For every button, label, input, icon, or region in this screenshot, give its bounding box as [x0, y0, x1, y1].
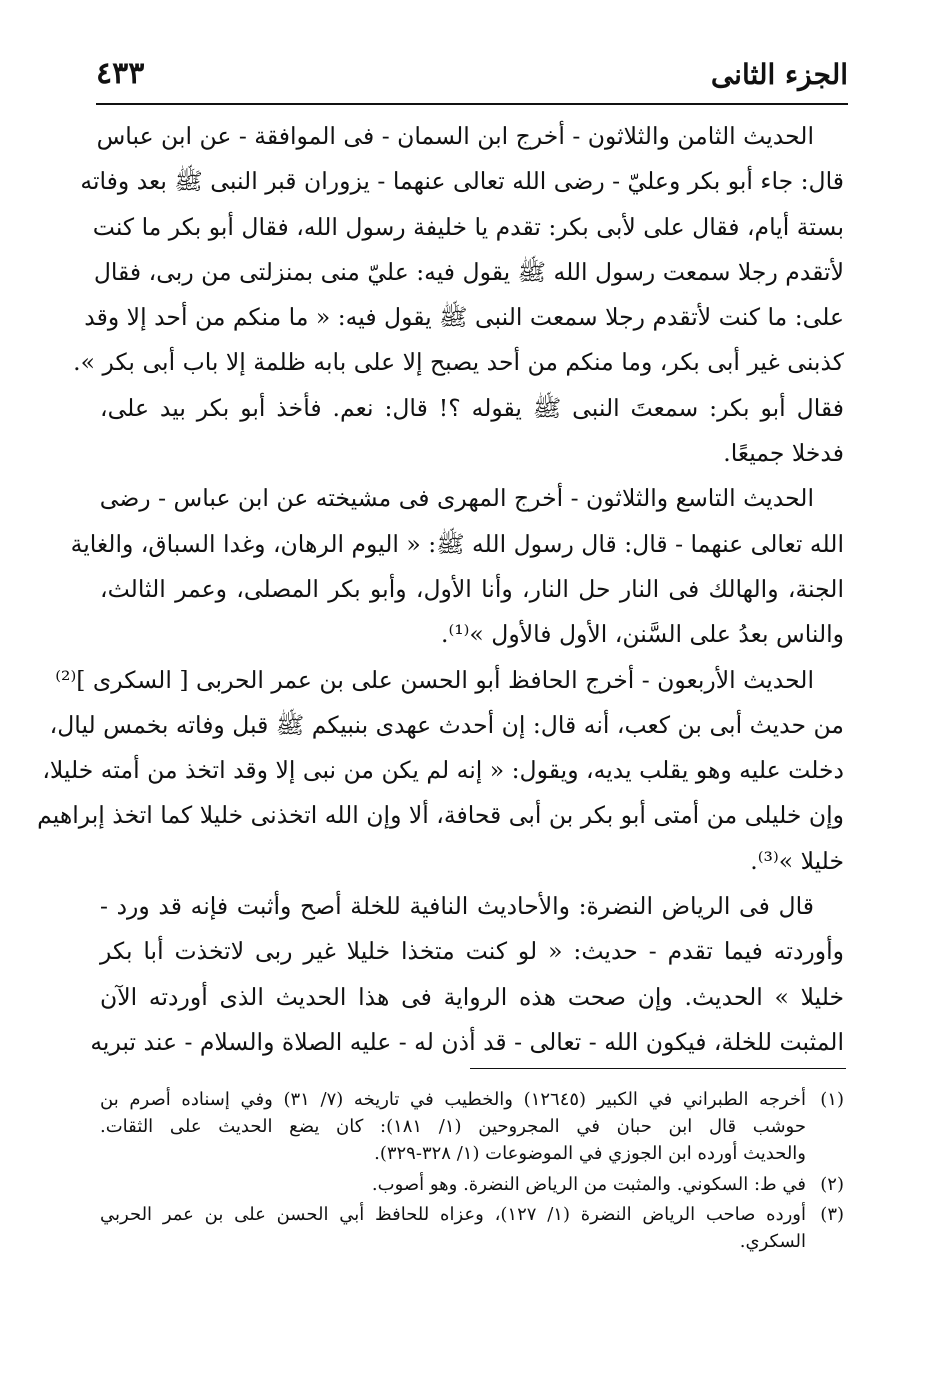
paragraph-4-line-1: قال فى الرياض النضرة: والأحاديث النافية للخلة أصح وأثبت فإنه قد ورد -	[100, 892, 814, 921]
paragraph-2-line-3: الجنة، والهالك فى النار حل النار، وأنا الأول، وأبو بكر المصلى، وعمر الثالث،	[100, 574, 844, 603]
footnote-2-line-1	[100, 1171, 844, 1198]
header-rule	[96, 103, 848, 105]
footnote-2-number: (٢)	[820, 1173, 844, 1195]
footnote-3-line-1	[100, 1201, 844, 1228]
footnote-separator	[470, 1068, 846, 1069]
running-title: الجزء الثانى	[710, 58, 848, 91]
paragraph-3-line-2: من حديث أبى بن كعب، أنه قال: إن أحدث عهدى بنبيكم ﷺ قبل وفاته بخمس ليال،	[49, 710, 844, 739]
page-number: ٤٣٣	[96, 56, 145, 91]
footnote-3-line-2: السكري.	[739, 1230, 806, 1252]
footnote-1-text-1: أخرجه الطبراني في الكبير (١٢٦٤٥) والخطيب في تاريخه (٧/ ٣١) وفي إسناده أصرم بن	[100, 1089, 806, 1110]
paragraph-2-line-1: الحديث التاسع والثلاثون - أخرج المهرى فى مشيخته عن ابن عباس - رضى	[99, 484, 814, 513]
paragraph-1-line-3: بستة أيام، فقال على لأبى بكر: تقدم يا خليفة رسول الله، فقال أبو بكر ما كنت	[92, 212, 844, 241]
paragraph-1-line-2: قال: جاء أبو بكر وعليّ - رضى الله تعالى عنهما - يزوران قبر النبى ﷺ بعد وفاته	[80, 167, 844, 196]
paragraph-3-line-5: خليلا »⁽³⁾.	[750, 846, 844, 875]
paragraph-1-line-5: على: ما كنت لأتقدم رجلا سمعت النبى ﷺ يقول فيه: « ما منكم من أحد إلا وقد	[84, 303, 844, 332]
paragraph-3-line-1: الحديث الأربعون - أخرج الحافظ أبو الحسن على بن عمر الحربى [ السكرى ]⁽²⁾	[55, 665, 814, 694]
footnote-3-number: (٣)	[820, 1203, 845, 1225]
running-header	[96, 52, 848, 102]
paragraph-1-line-7: فقال أبو بكر: سمعتَ النبى ﷺ يقوله ؟! قال: نعم. فأخذ أبو بكر بيد على،	[100, 393, 844, 422]
paragraph-4-line-2: وأوردته فيما تقدم - حديث: « لو كنت متخذا خليلا غير ربى لاتخذت أبا بكر	[100, 937, 844, 966]
paragraph-3-line-4: وإن خليلى من أمتى أبو بكر بن أبى قحافة، ألا وإن الله اتخذنى خليلا كما اتخذ إبراهيم	[37, 801, 844, 830]
footnote-1-line-3: والحديث أورده ابن الجوزي في الموضوعات (١/ ٣٢٨-٣٢٩).	[374, 1143, 806, 1165]
paragraph-4-line-3: خليلا » الحديث. وإن صحت هذه الرواية فى هذا الحديث الذى أوردته الآن	[100, 982, 844, 1011]
paragraph-1-line-4: لأتقدم رجلا سمعت رسول الله ﷺ يقول فيه: عليّ منى بمنزلتى من ربى، فقال	[93, 257, 844, 286]
main-text	[37, 114, 844, 1065]
paragraph-1-line-8: فدخلا جميعًا.	[723, 439, 844, 468]
footnote-1-line-1	[100, 1086, 844, 1113]
paragraph-4-line-4: المثبت للخلة، فيكون الله - تعالى - قد أذن له - عليه الصلاة والسلام - عند تبريه	[90, 1027, 844, 1056]
paragraph-2-line-2: الله تعالى عنهما - قال: قال رسول الله ﷺ: « اليوم الرهان، وغدا السباق، والغاية	[70, 529, 844, 558]
footnotes	[100, 1086, 844, 1255]
footnote-1-number: (١)	[820, 1089, 844, 1110]
footnote-2-text-1: في ط: السكوني. والمثبت من الرياض النضرة. وهو أصوب.	[371, 1173, 806, 1195]
footnote-1-line-2: حوشب قال ابن حبان في المجروحين (١/ ١٨١): كان يضع الحديث على الثقات.	[100, 1116, 806, 1138]
paragraph-2-line-4: والناس بعدُ على السَّنن، الأول فالأول »⁽¹⁾.	[440, 620, 844, 649]
paragraph-1-line-6: كذبنى غير أبى بكر، وما منكم من أحد يصبح إلا على بابه ظلمة إلا باب أبى بكر ».	[73, 348, 844, 377]
paragraph-3-line-3: دخلت عليه وهو يقلب يديه، ويقول: « إنه لم يكن من نبى إلا وقد اتخذ من أمته خليلا،	[42, 756, 844, 785]
footnote-3-text-1: أورده صاحب الرياض النضرة (١/ ١٢٧)، وعزاه للحافظ أبي الحسن على بن عمر الحربي	[100, 1203, 807, 1225]
paragraph-1-line-1: الحديث الثامن والثلاثون - أخرج ابن السمان - فى الموافقة - عن ابن عباس	[96, 122, 814, 150]
